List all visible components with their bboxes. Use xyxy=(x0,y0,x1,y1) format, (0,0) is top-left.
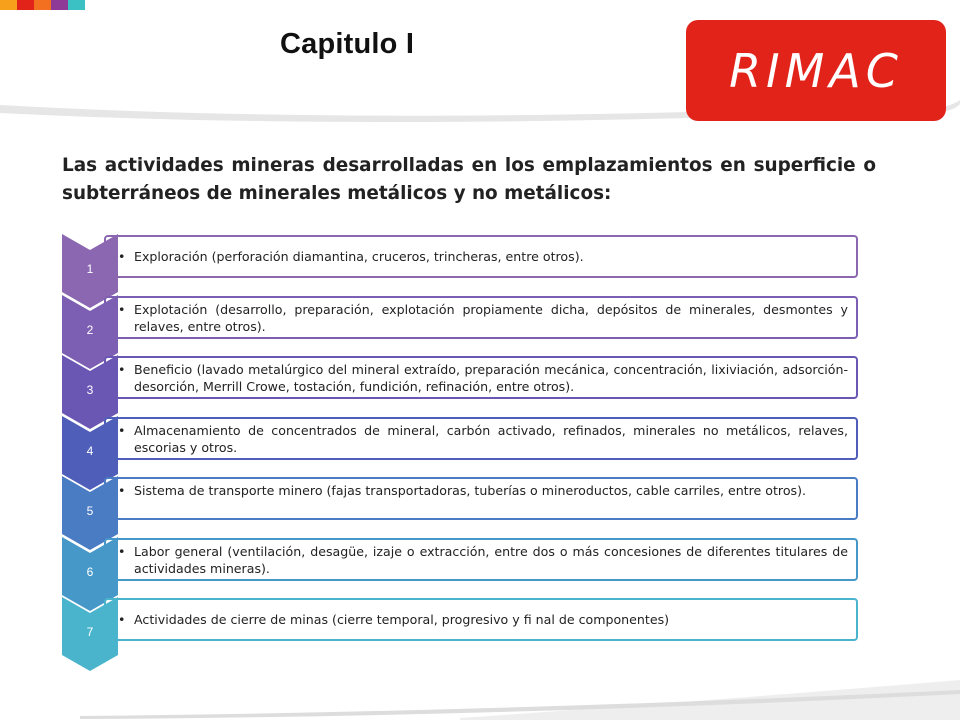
step-number: 1 xyxy=(86,262,94,276)
step-number: 4 xyxy=(86,443,94,458)
bullet-icon: • xyxy=(118,362,126,377)
activity-label: Sistema de transporte minero (fajas transportadoras, tuberías o mineroductos, cable carriles, entre otros). xyxy=(134,483,807,498)
step-number: 3 xyxy=(86,383,94,397)
activity-label: Explotación (desarrollo, preparación, explotación propiamente dicha, depósitos de minerales, desmontes y relaves, entre otros). xyxy=(134,301,848,334)
activity-label: Almacenamiento de concentrados de mineral, carbón activado, refinados, minerales no metálicos, relaves, escorias y otros. xyxy=(134,422,848,455)
bullet-icon: • xyxy=(118,612,126,627)
intro-paragraph: Las actividades mineras desarrolladas en los emplazamientos en superficie o subterráneos de minerales metálicos y no metálicos: xyxy=(62,155,876,204)
activity-label: Actividades de cierre de minas (cierre temporal, progresivo y fi nal de componentes) xyxy=(134,612,670,627)
step-number: 7 xyxy=(86,625,94,639)
activity-text xyxy=(118,482,848,499)
bullet-icon: • xyxy=(118,301,126,317)
activity-text xyxy=(118,611,848,628)
bullet-icon: • xyxy=(118,249,126,264)
step-number: 6 xyxy=(86,564,94,579)
activity-label: Exploración (perforación diamantina, cruceros, trincheras, entre otros). xyxy=(134,249,584,264)
bullet-icon: • xyxy=(118,483,126,498)
activity-text xyxy=(118,361,848,395)
activity-text xyxy=(118,422,848,456)
step-number: 2 xyxy=(86,322,94,337)
bullet-icon: • xyxy=(118,543,126,559)
bullet-icon: • xyxy=(118,422,126,438)
rimac-logo: RIMAC xyxy=(686,20,946,121)
activity-label: Labor general (ventilación, desagüe, izaje o extracción, entre dos o más concesiones de diferentes titulares de actividades mineras). xyxy=(134,543,848,576)
step-number: 5 xyxy=(86,504,94,518)
activity-text xyxy=(118,543,848,577)
activity-text xyxy=(118,301,848,335)
page-title: Capitulo I xyxy=(280,28,415,60)
activity-label: Beneficio (lavado metalúrgico del mineral extraído, preparación mecánica, concentración, lixiviación, adsorción-desorción, Merrill Crowe, tostación, fundición, refinación, entre otros). xyxy=(134,362,848,394)
activity-text xyxy=(118,248,848,265)
